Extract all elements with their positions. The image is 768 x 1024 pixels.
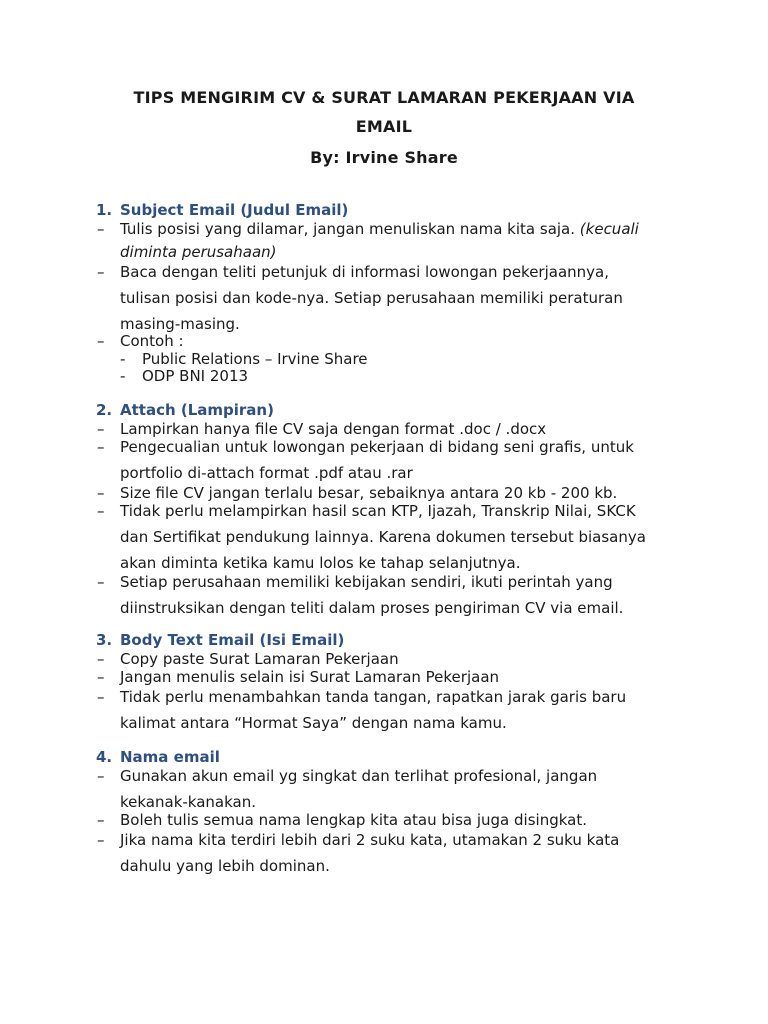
list-item: Contoh : [120,332,184,350]
section-2-number: 2. [96,401,113,419]
bullet-dash: – [97,420,105,438]
bullet-dash: – [97,502,105,520]
section-4-heading [96,748,220,766]
section-2-heading [96,401,274,419]
bullet-dash: – [97,573,105,591]
list-item: Lampirkan hanya file CV saja dengan format .doc / .docx [120,420,547,438]
doc-author: By: Irvine Share [310,148,458,167]
list-item: Size file CV jangan terlalu besar, sebaiknya antara 20 kb - 200 kb. [120,484,618,502]
doc-title-line2: EMAIL [355,117,413,136]
list-item-continuation: akan diminta ketika kamu lolos ke tahap selanjutnya. [120,554,521,572]
list-item: Boleh tulis semua nama lengkap kita atau bisa juga disingkat. [120,811,587,829]
list-item-continuation: dahulu yang lebih dominan. [120,857,330,875]
bullet-dash: – [97,484,105,502]
bullet-dash: – [97,831,105,849]
list-item-continuation: diminta perusahaan) [120,243,277,261]
bullet-dash: – [97,767,105,785]
list-item: Gunakan akun email yg singkat dan terlihat profesional, jangan [120,767,598,785]
doc-title-line1: TIPS MENGIRIM CV & SURAT LAMARAN PEKERJAAN VIA [133,88,635,107]
bullet-dash: – [97,438,105,456]
bullet-dash: – [97,220,105,238]
bullet-dash: – [97,668,105,686]
list-item: Tidak perlu menambahkan tanda tangan, rapatkan jarak garis baru [120,688,627,706]
bullet-dash: – [97,332,105,350]
list-item: Baca dengan teliti petunjuk di informasi lowongan pekerjaannya, [120,263,610,281]
example-item: - ODP BNI 2013 [120,367,249,385]
bullet-dash: – [97,688,105,706]
list-item-continuation: kalimat antara “Hormat Saya” dengan nama kamu. [120,714,507,732]
section-1-heading [96,201,348,219]
list-item-continuation: portfolio di-attach format .pdf atau .rar [120,464,413,482]
list-item-continuation: tulisan posisi dan kode-nya. Setiap perusahaan memiliki peraturan [120,289,623,307]
list-item: Tidak perlu melampirkan hasil scan KTP, Ijazah, Transkrip Nilai, SKCK [120,502,636,520]
list-item: Tulis posisi yang dilamar, jangan menuliskan nama kita saja. (kecuali [120,220,639,238]
list-item-continuation: masing-masing. [120,315,240,333]
list-item-continuation: kekanak-kanakan. [120,793,256,811]
list-item-continuation: dan Sertifikat pendukung lainnya. Karena dokumen tersebut biasanya [120,528,646,546]
section-4-title: Nama email [120,748,220,766]
list-item: Pengecualian untuk lowongan pekerjaan di bidang seni grafis, untuk [120,438,634,456]
list-item: Setiap perusahaan memiliki kebijakan sendiri, ikuti perintah yang [120,573,613,591]
bullet-dash: – [97,811,105,829]
bullet-dash: – [97,263,105,281]
section-3-heading [96,631,344,649]
section-1-title: Subject Email (Judul Email) [120,201,349,219]
list-item: Jika nama kita terdiri lebih dari 2 suku kata, utamakan 2 suku kata [120,831,620,849]
list-item-continuation: diinstruksikan dengan teliti dalam proses pengiriman CV via email. [120,599,624,617]
list-item: Jangan menulis selain isi Surat Lamaran Pekerjaan [120,668,500,686]
section-3-number: 3. [96,631,113,649]
section-4-number: 4. [96,748,113,766]
list-item: Copy paste Surat Lamaran Pekerjaan [120,650,399,668]
section-2-title: Attach (Lampiran) [120,401,274,419]
section-1-number: 1. [96,201,113,219]
bullet-dash: – [97,650,105,668]
section-3-title: Body Text Email (Isi Email) [120,631,345,649]
example-item: - Public Relations – Irvine Share [120,350,368,368]
